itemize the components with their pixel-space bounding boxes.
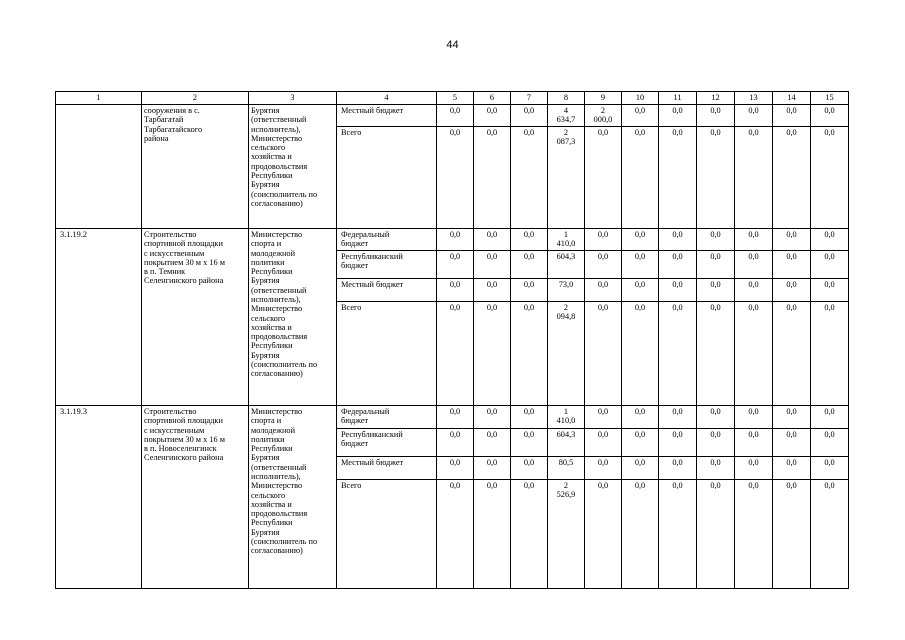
value-cell: 0,0 <box>622 279 659 302</box>
value-cell: 1 410,0 <box>548 229 585 251</box>
value-cell: 0,0 <box>773 279 811 302</box>
value-cell: 0,0 <box>811 127 849 229</box>
value-cell: 0,0 <box>811 406 849 429</box>
value-cell: 0,0 <box>585 429 622 457</box>
value-cell: 0,0 <box>585 279 622 302</box>
value-cell: 0,0 <box>773 406 811 429</box>
value-cell: 0,0 <box>659 279 697 302</box>
value-cell: 0,0 <box>474 480 511 589</box>
value-cell: 2 526,9 <box>548 480 585 589</box>
value-cell: 0,0 <box>437 251 474 279</box>
funding-source-cell: Местный бюджет <box>337 457 437 480</box>
value-cell: 0,0 <box>659 127 697 229</box>
column-header: 11 <box>659 92 697 105</box>
funding-source-cell: Республиканский бюджет <box>337 429 437 457</box>
funding-source-cell: Всего <box>337 302 437 406</box>
value-cell: 0,0 <box>735 229 773 251</box>
value-cell: 604,3 <box>548 429 585 457</box>
value-cell: 4 634,7 <box>548 105 585 127</box>
value-cell: 0,0 <box>511 229 548 251</box>
value-cell: 0,0 <box>735 480 773 589</box>
value-cell: 0,0 <box>622 406 659 429</box>
value-cell: 0,0 <box>474 457 511 480</box>
value-cell: 0,0 <box>659 105 697 127</box>
value-cell: 0,0 <box>474 302 511 406</box>
value-cell: 0,0 <box>511 127 548 229</box>
value-cell: 0,0 <box>697 105 735 127</box>
value-cell: 0,0 <box>622 429 659 457</box>
value-cell: 0,0 <box>811 105 849 127</box>
value-cell: 0,0 <box>773 229 811 251</box>
value-cell: 0,0 <box>735 251 773 279</box>
value-cell: 2 000,0 <box>585 105 622 127</box>
value-cell: 0,0 <box>773 480 811 589</box>
value-cell: 0,0 <box>622 302 659 406</box>
activity-code-cell <box>56 105 142 229</box>
value-cell: 0,0 <box>773 105 811 127</box>
column-header: 12 <box>697 92 735 105</box>
table-row <box>56 229 849 251</box>
value-cell: 0,0 <box>659 229 697 251</box>
value-cell: 0,0 <box>697 251 735 279</box>
column-header: 2 <box>142 92 249 105</box>
value-cell: 0,0 <box>474 105 511 127</box>
value-cell: 0,0 <box>622 251 659 279</box>
value-cell: 0,0 <box>735 105 773 127</box>
funding-source-cell: Федеральный бюджет <box>337 229 437 251</box>
value-cell: 0,0 <box>437 457 474 480</box>
funding-source-cell: Местный бюджет <box>337 105 437 127</box>
column-header: 14 <box>773 92 811 105</box>
funding-source-cell: Республиканский бюджет <box>337 251 437 279</box>
value-cell: 0,0 <box>437 480 474 589</box>
value-cell: 0,0 <box>474 279 511 302</box>
value-cell: 0,0 <box>511 302 548 406</box>
value-cell: 0,0 <box>659 251 697 279</box>
value-cell: 0,0 <box>474 406 511 429</box>
value-cell: 0,0 <box>659 406 697 429</box>
value-cell: 0,0 <box>511 429 548 457</box>
value-cell: 0,0 <box>437 302 474 406</box>
value-cell: 0,0 <box>474 251 511 279</box>
value-cell: 0,0 <box>735 457 773 480</box>
column-header: 6 <box>474 92 511 105</box>
value-cell: 0,0 <box>585 480 622 589</box>
value-cell: 0,0 <box>511 105 548 127</box>
value-cell: 0,0 <box>735 127 773 229</box>
value-cell: 0,0 <box>511 406 548 429</box>
value-cell: 0,0 <box>697 457 735 480</box>
value-cell: 0,0 <box>811 480 849 589</box>
table-row <box>56 105 849 127</box>
column-header: 13 <box>735 92 773 105</box>
funding-source-cell: Всего <box>337 480 437 589</box>
value-cell: 0,0 <box>773 457 811 480</box>
column-header: 5 <box>437 92 474 105</box>
value-cell: 0,0 <box>474 127 511 229</box>
value-cell: 0,0 <box>697 279 735 302</box>
value-cell: 0,0 <box>474 429 511 457</box>
value-cell: 0,0 <box>735 429 773 457</box>
page-number: 44 <box>446 39 459 51</box>
value-cell: 0,0 <box>697 127 735 229</box>
value-cell: 0,0 <box>585 457 622 480</box>
funding-source-cell: Местный бюджет <box>337 279 437 302</box>
table-row <box>56 406 849 429</box>
value-cell: 80,5 <box>548 457 585 480</box>
value-cell: 0,0 <box>697 429 735 457</box>
value-cell: 0,0 <box>622 229 659 251</box>
column-header: 10 <box>622 92 659 105</box>
value-cell: 604,3 <box>548 251 585 279</box>
value-cell: 0,0 <box>659 302 697 406</box>
value-cell: 0,0 <box>585 127 622 229</box>
value-cell: 0,0 <box>811 279 849 302</box>
value-cell: 0,0 <box>622 105 659 127</box>
activity-name-cell: Строительство спортивной площадки с искусственным покрытием 30 м х 16 м в п. Темник Селенгинского района <box>142 229 249 406</box>
column-header: 7 <box>511 92 548 105</box>
value-cell: 0,0 <box>437 105 474 127</box>
value-cell: 0,0 <box>437 429 474 457</box>
value-cell: 0,0 <box>585 229 622 251</box>
value-cell: 0,0 <box>697 406 735 429</box>
activity-name-cell: Строительство спортивной площадки с искусственным покрытием 30 м х 16 м в п. Новоселенгинск Селенгинского района <box>142 406 249 589</box>
funding-source-cell: Всего <box>337 127 437 229</box>
value-cell: 0,0 <box>735 406 773 429</box>
value-cell: 0,0 <box>585 406 622 429</box>
value-cell: 0,0 <box>437 279 474 302</box>
activity-code-cell: 3.1.19.2 <box>56 229 142 406</box>
value-cell: 0,0 <box>622 457 659 480</box>
value-cell: 0,0 <box>511 480 548 589</box>
value-cell: 0,0 <box>811 457 849 480</box>
funding-source-cell: Федеральный бюджет <box>337 406 437 429</box>
value-cell: 0,0 <box>735 279 773 302</box>
value-cell: 0,0 <box>659 429 697 457</box>
value-cell: 0,0 <box>511 251 548 279</box>
value-cell: 0,0 <box>773 302 811 406</box>
value-cell: 0,0 <box>437 229 474 251</box>
value-cell: 0,0 <box>811 229 849 251</box>
value-cell: 73,0 <box>548 279 585 302</box>
value-cell: 0,0 <box>697 229 735 251</box>
value-cell: 0,0 <box>735 302 773 406</box>
table-body <box>56 105 849 589</box>
value-cell: 0,0 <box>811 302 849 406</box>
column-header: 8 <box>548 92 585 105</box>
value-cell: 0,0 <box>659 480 697 589</box>
value-cell: 0,0 <box>811 251 849 279</box>
executor-cell: Министерство спорта и молодежной политики Республики Бурятия (ответственный исполнитель), Министерство сельского хозяйства и продовольствия Республики Бурятия (соисполнитель по согласованию) <box>249 229 337 406</box>
value-cell: 0,0 <box>585 302 622 406</box>
executor-cell: Министерство спорта и молодежной политики Республики Бурятия (ответственный исполнитель), Министерство сельского хозяйства и продовольствия Республики Бурятия (соисполнитель по согласованию) <box>249 406 337 589</box>
value-cell: 0,0 <box>773 251 811 279</box>
header-row <box>56 92 849 105</box>
value-cell: 0,0 <box>585 251 622 279</box>
value-cell: 0,0 <box>437 127 474 229</box>
value-cell: 2 087,3 <box>548 127 585 229</box>
column-header: 4 <box>337 92 437 105</box>
value-cell: 0,0 <box>622 480 659 589</box>
activity-code-cell: 3.1.19.3 <box>56 406 142 589</box>
value-cell: 2 094,8 <box>548 302 585 406</box>
value-cell: 0,0 <box>622 127 659 229</box>
value-cell: 0,0 <box>697 302 735 406</box>
column-header: 3 <box>249 92 337 105</box>
executor-cell: Бурятия (ответственный исполнитель), Министерство сельского хозяйства и продовольствия Республики Бурятия (соисполнитель по согласованию) <box>249 105 337 229</box>
value-cell: 0,0 <box>811 429 849 457</box>
column-header: 1 <box>56 92 142 105</box>
activity-name-cell: сооружения в с. Тарбагатай Тарбагатайского района <box>142 105 249 229</box>
value-cell: 0,0 <box>511 457 548 480</box>
value-cell: 0,0 <box>437 406 474 429</box>
column-header: 9 <box>585 92 622 105</box>
value-cell: 0,0 <box>511 279 548 302</box>
column-header: 15 <box>811 92 849 105</box>
value-cell: 0,0 <box>773 429 811 457</box>
value-cell: 0,0 <box>474 229 511 251</box>
value-cell: 1 410,0 <box>548 406 585 429</box>
value-cell: 0,0 <box>697 480 735 589</box>
value-cell: 0,0 <box>659 457 697 480</box>
value-cell: 0,0 <box>773 127 811 229</box>
budget-table <box>55 91 849 589</box>
